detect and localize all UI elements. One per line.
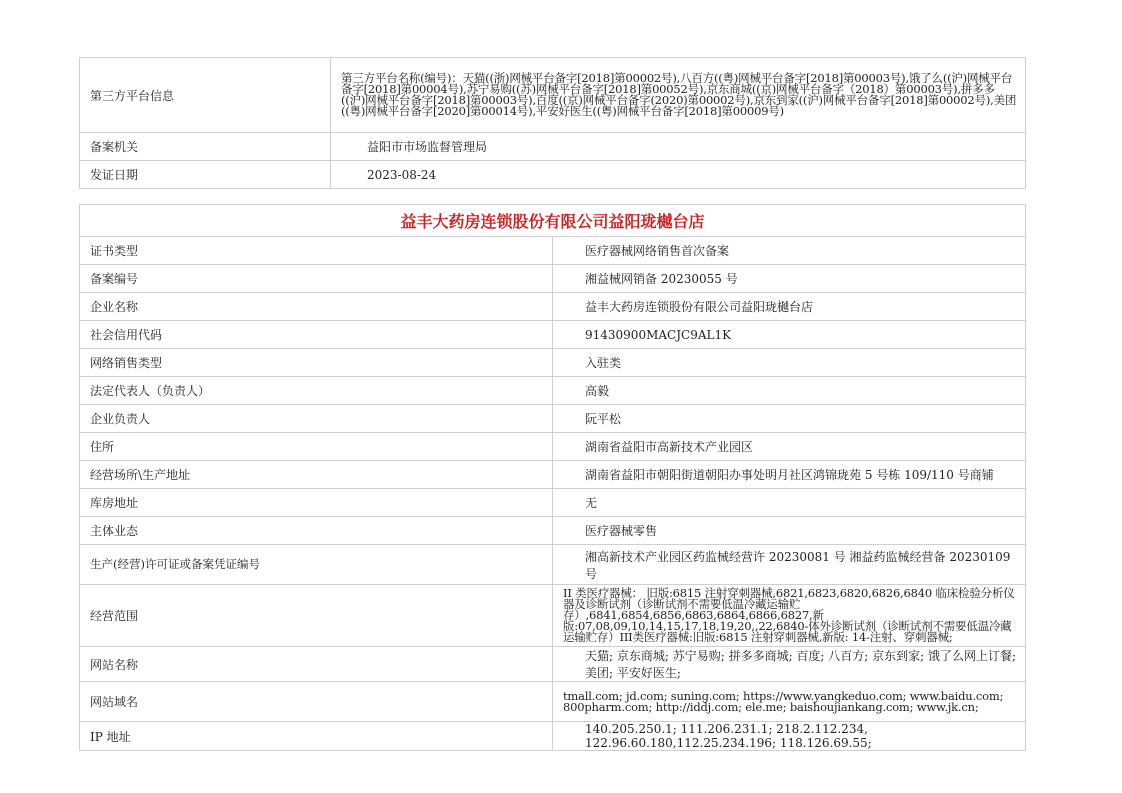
- table-row: [80, 161, 1026, 189]
- table-row: [80, 349, 1026, 377]
- row-value: 医疗器械零售: [553, 517, 1026, 545]
- row-label: 第三方平台信息: [80, 58, 331, 133]
- table-row: [80, 647, 1026, 682]
- row-value: 湖南省益阳市朝阳街道朝阳办事处明月社区鸿锦珑苑 5 号栋 109/110 号商铺: [553, 461, 1026, 489]
- row-label: 备案机关: [80, 133, 331, 161]
- row-label: 网络销售类型: [80, 349, 553, 377]
- row-label: 证书类型: [80, 237, 553, 265]
- row-value: 91430900MACJC9AL1K: [553, 321, 1026, 349]
- row-value: 医疗器械网络销售首次备案: [553, 237, 1026, 265]
- row-value: 益阳市市场监督管理局: [331, 133, 1026, 161]
- row-label: IP 地址: [80, 722, 553, 751]
- row-label: 库房地址: [80, 489, 553, 517]
- table-row: [80, 722, 1026, 751]
- table-row: [80, 517, 1026, 545]
- row-value: 140.205.250.1; 111.206.231.1; 218.2.112.234, 122.96.60.180,112.25.234.196; 118.126.69.55;: [553, 722, 1026, 751]
- table-row: [80, 682, 1026, 722]
- row-value: 益丰大药房连锁股份有限公司益阳珑樾台店: [553, 293, 1026, 321]
- table-row: [80, 321, 1026, 349]
- row-value: 湘高新技术产业园区药监械经营许 20230081 号 湘益药监械经营备 20230109 号: [553, 545, 1026, 585]
- row-label: 社会信用代码: [80, 321, 553, 349]
- store-filing-table: [79, 204, 1026, 751]
- row-label: 发证日期: [80, 161, 331, 189]
- row-value: II 类医疗器械： 旧版:6815 注射穿刺器械,6821,6823,6820,6826,6840 临床检验分析仪器及诊断试剂（诊断试剂不需要低温冷藏运输贮存）,6841,6854,6856,6863,6864,6866,6827,新版:07,08,09,10,14,15,17,18,19,20,,22,6840-体外诊断试剂（诊断试剂不需要低温冷藏运输贮存）III类医疗器械:旧版:6815 注射穿刺器械,新版: 14-注射、穿刺器械;: [553, 585, 1026, 647]
- store-title: 益丰大药房连锁股份有限公司益阳珑樾台店: [80, 205, 1026, 237]
- row-value: 高毅: [553, 377, 1026, 405]
- row-label: 网站域名: [80, 682, 553, 722]
- table-row: [80, 237, 1026, 265]
- table-row: [80, 293, 1026, 321]
- table-row: [80, 545, 1026, 585]
- platform-info-table: [79, 57, 1026, 189]
- row-label: 备案编号: [80, 265, 553, 293]
- row-value: 2023-08-24: [331, 161, 1026, 189]
- row-label: 经营场所\生产地址: [80, 461, 553, 489]
- row-label: 经营范围: [80, 585, 553, 647]
- table-row: [80, 405, 1026, 433]
- table-row: [80, 205, 1026, 237]
- table-row: [80, 585, 1026, 647]
- table-row: [80, 433, 1026, 461]
- row-label: 生产(经营)许可证或备案凭证编号: [80, 545, 553, 585]
- row-value: 湖南省益阳市高新技术产业园区: [553, 433, 1026, 461]
- row-value: 无: [553, 489, 1026, 517]
- row-value: 入驻类: [553, 349, 1026, 377]
- table-row: [80, 489, 1026, 517]
- row-label: 法定代表人（负责人）: [80, 377, 553, 405]
- table-row: [80, 377, 1026, 405]
- row-label: 企业负责人: [80, 405, 553, 433]
- row-value: 天猫; 京东商城; 苏宁易购; 拼多多商城; 百度; 八百方; 京东到家; 饿了么网上订餐; 美团; 平安好医生;: [553, 647, 1026, 682]
- table-row: [80, 265, 1026, 293]
- table-row: [80, 58, 1026, 133]
- row-label: 企业名称: [80, 293, 553, 321]
- row-value: 湘益械网销备 20230055 号: [553, 265, 1026, 293]
- table-row: [80, 133, 1026, 161]
- row-label: 住所: [80, 433, 553, 461]
- row-value: 第三方平台名称(编号)：天猫((浙)网械平台备字[2018]第00002号),八百方((粤)网械平台备字[2018]第00003号),饿了么((沪)网械平台备字[2018]第00004号),苏宁易购((苏)网械平台备字[2018]第00052号),京东商城((京)网械平台备字（2018）第00003号),拼多多((沪)网械平台备字[2018]第00003号),百度((京)网械平台备字(2020)第00002号),京东到家((沪)网械平台备字[2018]第00002号),美团((粤)网械平台备字[2020]第00014号),平安好医生((粤)网械平台备字[2018]第00009号): [331, 58, 1026, 133]
- row-label: 网站名称: [80, 647, 553, 682]
- row-value: tmall.com; jd.com; suning.com; https://www.yangkeduo.com; www.baidu.com; 800pharm.com; http://iddj.com; ele.me; baishoujiankang.com; www.jk.cn;: [553, 682, 1026, 722]
- table-row: [80, 461, 1026, 489]
- row-value: 阮平松: [553, 405, 1026, 433]
- row-label: 主体业态: [80, 517, 553, 545]
